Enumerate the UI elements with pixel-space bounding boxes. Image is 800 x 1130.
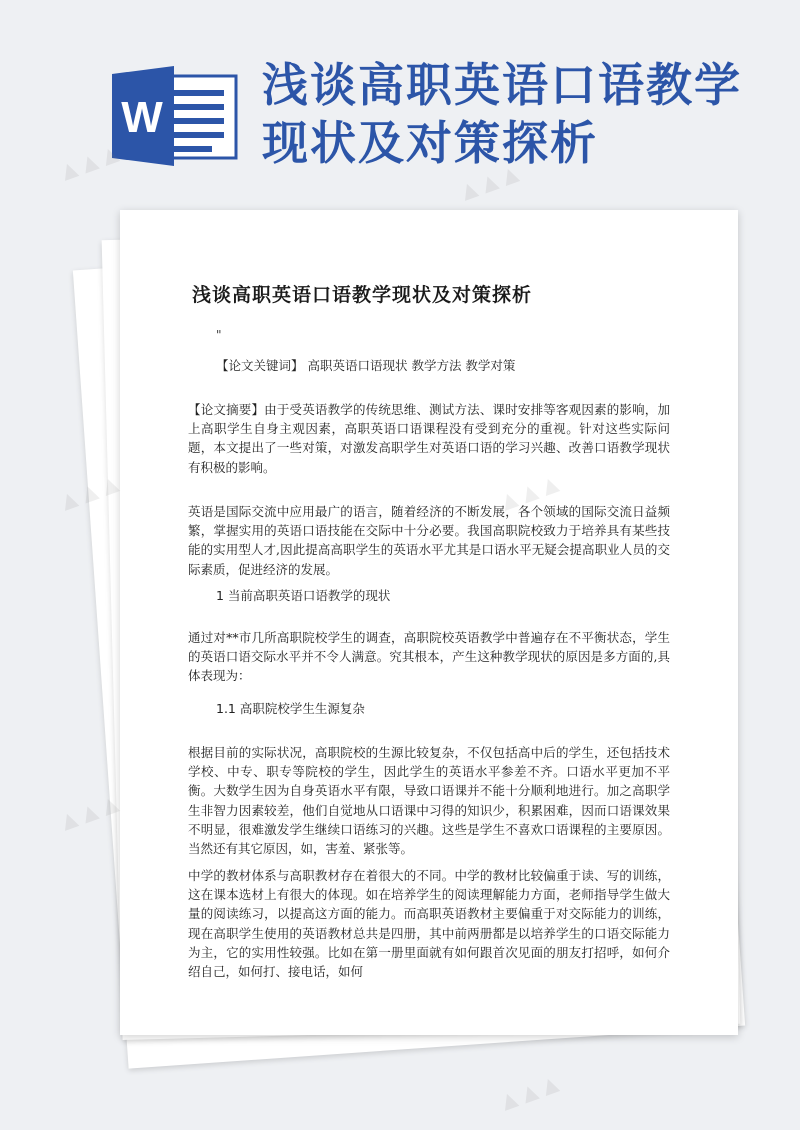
banner-title-line-1: 浅谈高职英语口语教学 [262,58,742,112]
section-1-1-heading: 1.1 高职院校学生生源复杂 [216,701,365,716]
document-title: 浅谈高职英语口语教学现状及对策探析 [192,284,533,306]
watermark: ▲ ▲ ▲ [57,140,122,184]
word-logo-icon [112,66,240,166]
watermark: ▲ ▲ ▲ [457,160,522,204]
quote-mark: " [216,328,222,342]
document-page [120,210,738,1035]
section-1-1-paragraph-2: 中学的教材体系与高职教材存在着很大的不同。中学的教材比较偏重于读、写的训练，这在课本选材上有很大的体现。如在培养学生的阅读理解能力方面，老师指导学生做大量的阅读练习，以提高这方面的能力。而高职英语教材主要偏重于对交际能力的训练，现在高职学生使用的英语教材总共是四册，其中前两册都是以培养学生的口语交际能力为主，它的实用性较强。比如在第一册里面就有如何跟首次见面的朋友打招呼，如何介绍自己，如何打、接电话，如何 [188,868,670,980]
section-1-paragraph: 通过对**市几所高职院校学生的调查，高职院校英语教学中普遍存在不平衡状态，学生的英语口语交际水平并不令人满意。究其根本，产生这种教学现状的原因是多方面的,具体表现为： [188,630,670,684]
abstract-paragraph: 【论文摘要】由于受英语教学的传统思维、测试方法、课时安排等客观因素的影响，加上高职学生自身主观因素，高职英语口语课程没有受到充分的重视。针对这些实际问题，本文提出了一些对策，对激发高职学生对英语口语的学习兴趣、改善口语教学现状有积极的影响。 [188,402,670,475]
watermark: ▲ ▲ ▲ [497,1070,562,1114]
watermark: ▲ [57,485,81,514]
watermark: ▲ ▲ ▲ [57,790,122,834]
banner-title-line-2: 现状及对策探析 [262,116,598,170]
word-logo-letter: W [121,93,163,142]
intro-paragraph: 英语是国际交流中应用最广的语言，随着经济的不断发展，各个领域的国际交流日益频繁，掌握实用的英语口语技能在交际中十分必要。我国高职院校致力于培养具有某些技能的实用型人才,因此提高高职学生的英语水平尤其是口语水平无疑会提高职业人员的交际素质，促进经济的发展。 [188,504,670,577]
keywords-line: 【论文关键词】 高职英语口语现状 教学方法 教学对策 [216,358,516,373]
section-1-1-paragraph: 根据目前的实际状况，高职院校的生源比较复杂，不仅包括高中后的学生，还包括技术学校、中专、职专等院校的学生，因此学生的英语水平参差不齐。口语水平更加不平衡。大数学生因为自身英语水平有限，导致口语课并不能十分顺利地进行。加之高职学生非智力因素较差，他们自觉地从口语课中习得的知识少，积累困难，因而口语课效果不明显，很难激发学生继续口语练习的兴趣。这些是学生不喜欢口语课程的主要原因。当然还有其它原因，如，害羞、紧张等。 [188,745,670,857]
section-1-heading: 1 当前高职英语口语教学的现状 [216,588,391,603]
banner-title [262,56,782,172]
banner [0,0,800,205]
